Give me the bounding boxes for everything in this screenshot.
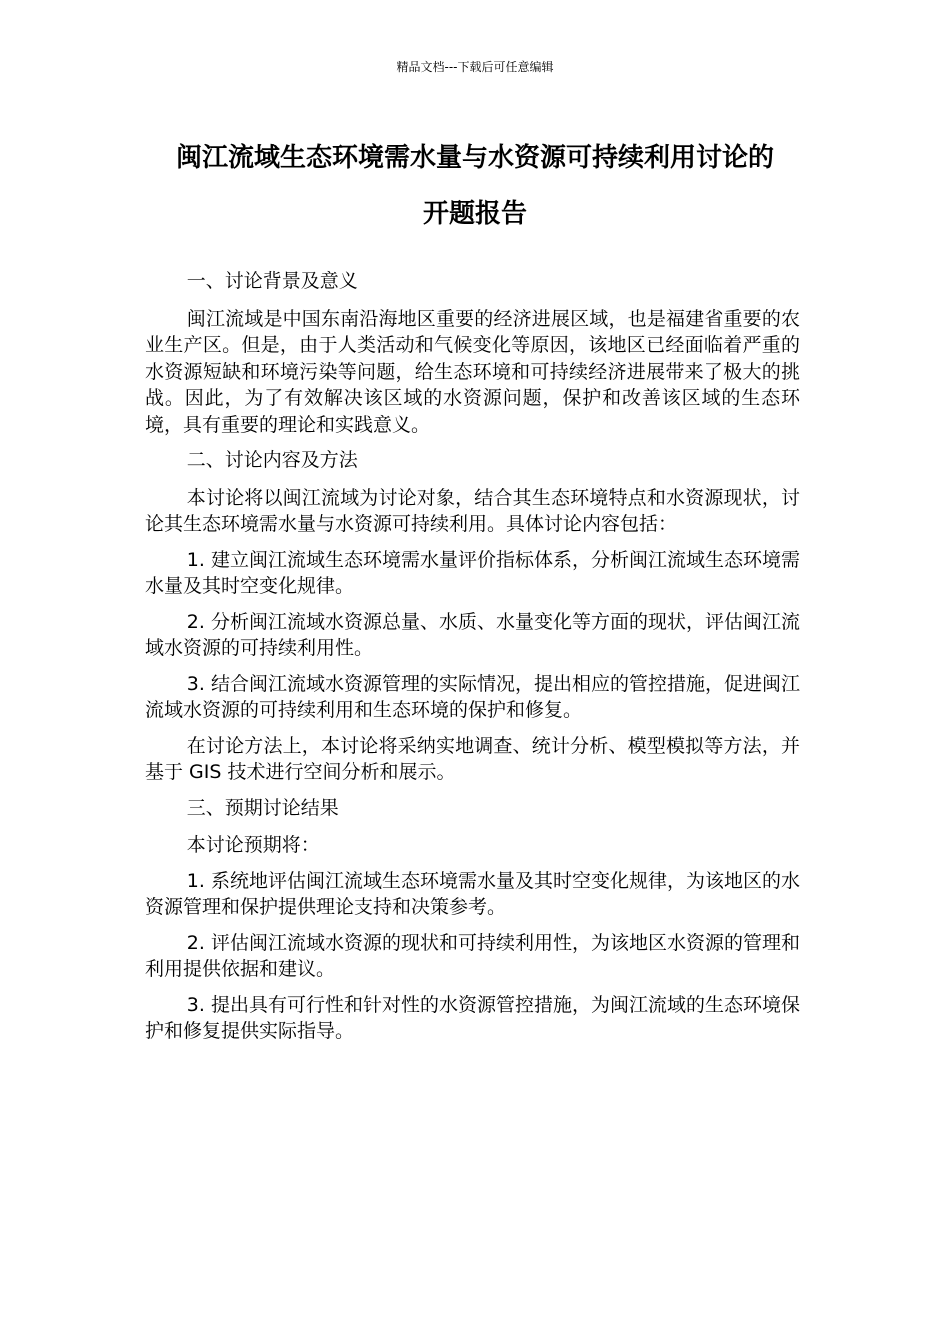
paragraph-background: 闽江流域是中国东南沿海地区重要的经济进展区域，也是福建省重要的农业生产区。但是，由于人类活动和气候变化等原因，该地区已经面临着严重的水资源短缺和环境污染等问题，给生态环境和可持续经济进展带来了极大的挑战。因此，为了有效解决该区域的水资源问题，保护和改善该区域的生态环境，具有重要的理论和实践意义。 bbox=[145, 307, 800, 436]
title-line-2: 开题报告 bbox=[422, 199, 527, 229]
header-note: 精品文档---下载后可任意编辑 bbox=[396, 60, 554, 74]
document-body bbox=[145, 268, 800, 1054]
section-heading-expected-results: 三、预期讨论结果 bbox=[186, 796, 339, 819]
list-item-expected-2: 2. 评估闽江流域水资源的现状和可持续利用性，为该地区水资源的管理和利用提供依据和建议。 bbox=[145, 931, 800, 980]
section-heading-background: 一、讨论背景及意义 bbox=[186, 270, 358, 292]
list-item-content-3: 3. 结合闽江流域水资源管理的实际情况，提出相应的管控措施，促进闽江流域水资源的可持续利用和生态环境的保护和修复。 bbox=[145, 672, 800, 721]
section-heading-content-method: 二、讨论内容及方法 bbox=[186, 449, 358, 471]
paragraph-method: 在讨论方法上，本讨论将采纳实地调查、统计分析、模型模拟等方法，并基于 GIS 技术进行空间分析和展示。 bbox=[145, 734, 800, 783]
list-item-content-1: 1. 建立闽江流域生态环境需水量评价指标体系，分析闽江流域生态环境需水量及其时空变化规律。 bbox=[145, 548, 800, 597]
paragraph-content-intro: 本讨论将以闽江流域为讨论对象，结合其生态环境特点和水资源现状，讨论其生态环境需水量与水资源可持续利用。具体讨论内容包括： bbox=[145, 486, 800, 535]
document-title bbox=[140, 130, 810, 242]
list-item-expected-1: 1. 系统地评估闽江流域生态环境需水量及其时空变化规律，为该地区的水资源管理和保护提供理论支持和决策参考。 bbox=[145, 869, 800, 918]
list-item-content-2: 2. 分析闽江流域水资源总量、水质、水量变化等方面的现状，评估闽江流域水资源的可持续利用性。 bbox=[145, 610, 800, 659]
paragraph-expected-intro: 本讨论预期将： bbox=[186, 834, 320, 856]
list-item-expected-3: 3. 提出具有可行性和针对性的水资源管控措施，为闽江流域的生态环境保护和修复提供实际指导。 bbox=[145, 993, 800, 1042]
title-line-1: 闽江流域生态环境需水量与水资源可持续利用讨论的 bbox=[175, 143, 774, 173]
